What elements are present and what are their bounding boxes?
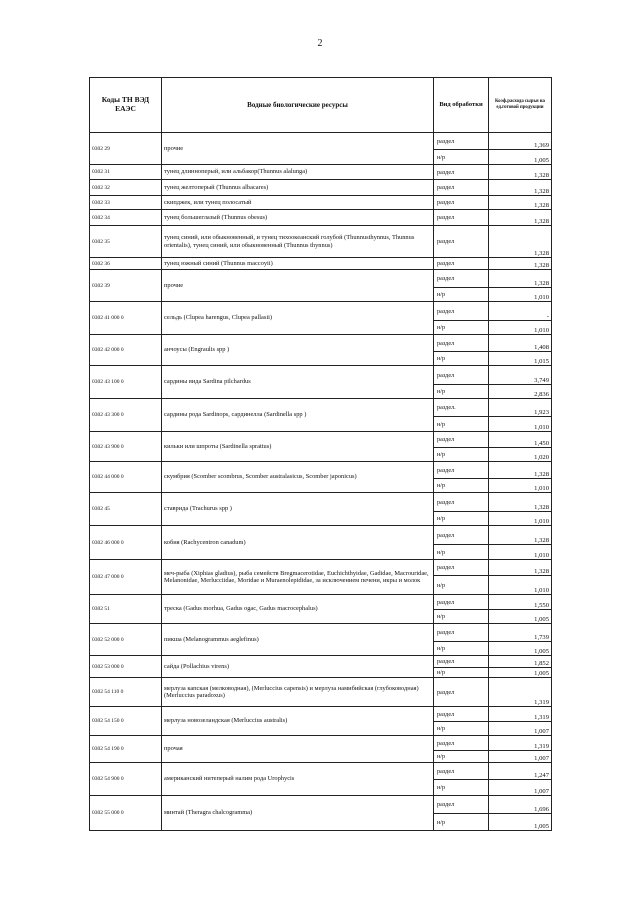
table-row bbox=[90, 196, 552, 210]
header-coefficient: Коэф.расхода сырья на ед.готовой продукции bbox=[489, 78, 552, 133]
tn-ved-code: 0302 32 bbox=[90, 180, 162, 196]
resource-name: тунец длинноперый, или альбакор(Thunnus alalunga) bbox=[162, 165, 434, 180]
processing-type: раздел bbox=[434, 165, 489, 180]
tn-ved-code: 0302 54 110 0 bbox=[90, 678, 162, 707]
coefficient-value: 2,836 bbox=[489, 385, 552, 399]
coefficient-value: 1,020 bbox=[489, 448, 552, 462]
resource-name: сайда (Pollachius virens) bbox=[162, 656, 434, 678]
table-row bbox=[90, 595, 552, 610]
coefficient-value: 1,319 bbox=[489, 736, 552, 751]
tn-ved-code: 0302 54 900 0 bbox=[90, 763, 162, 796]
tn-ved-code: 0302 43 900 0 bbox=[90, 432, 162, 462]
processing-type: раздел bbox=[434, 210, 489, 226]
tn-ved-code: 0302 54 150 0 bbox=[90, 707, 162, 736]
processing-type: раздел bbox=[434, 595, 489, 610]
coefficient-value: 1,328 bbox=[489, 165, 552, 180]
coefficient-value: 1,408 bbox=[489, 335, 552, 352]
tn-ved-code: 0302 35 bbox=[90, 226, 162, 258]
tn-ved-code: 0302 36 bbox=[90, 258, 162, 270]
coefficient-value: 1,550 bbox=[489, 595, 552, 610]
processing-type: н/р bbox=[434, 751, 489, 763]
coefficient-value: - bbox=[489, 302, 552, 321]
coefficient-value: 1,328 bbox=[489, 226, 552, 258]
processing-type: раздел bbox=[434, 226, 489, 258]
tn-ved-code: 0302 53 000 0 bbox=[90, 656, 162, 678]
processing-type: раздел bbox=[434, 707, 489, 722]
coefficient-value: 1,015 bbox=[489, 352, 552, 366]
resource-name: минтай (Theragra chalcogramma) bbox=[162, 796, 434, 831]
table-row bbox=[90, 258, 552, 270]
table-row bbox=[90, 656, 552, 668]
coefficient-value: 1,010 bbox=[489, 576, 552, 595]
resource-name: мерлуза новозеландская (Merluccius australis) bbox=[162, 707, 434, 736]
resource-name: кильки или шпроты (Sardinella sprattus) bbox=[162, 432, 434, 462]
resource-name: кобия (Rachycentron canadum) bbox=[162, 526, 434, 560]
table-row bbox=[90, 707, 552, 722]
tn-ved-code: 0302 31 bbox=[90, 165, 162, 180]
coefficient-value: 1,010 bbox=[489, 479, 552, 493]
tn-ved-code: 0302 51 bbox=[90, 595, 162, 624]
resource-name: сардины вида Sardina pilchardus bbox=[162, 366, 434, 399]
table-row bbox=[90, 526, 552, 545]
tn-ved-code: 0302 54 190 0 bbox=[90, 736, 162, 763]
tn-ved-code: 0302 39 bbox=[90, 270, 162, 302]
tn-ved-code: 0302 41 000 0 bbox=[90, 302, 162, 335]
processing-type: раздел bbox=[434, 796, 489, 814]
processing-type: н/р bbox=[434, 642, 489, 656]
processing-type: н/р bbox=[434, 780, 489, 796]
tn-ved-code: 0302 47 000 0 bbox=[90, 560, 162, 595]
processing-type: н/р bbox=[434, 668, 489, 678]
tn-ved-code: 0302 29 bbox=[90, 133, 162, 165]
coefficient-value: 1,007 bbox=[489, 780, 552, 796]
coefficient-value: 1,450 bbox=[489, 432, 552, 448]
coefficient-value: 1,319 bbox=[489, 707, 552, 722]
tn-ved-code: 0302 34 bbox=[90, 210, 162, 226]
coefficient-value: 1,007 bbox=[489, 751, 552, 763]
processing-type: раздел bbox=[434, 678, 489, 707]
page-number: 2 bbox=[317, 38, 323, 49]
coefficient-value: 1,005 bbox=[489, 668, 552, 678]
processing-type: н/р bbox=[434, 576, 489, 595]
coefficient-value: 1,007 bbox=[489, 722, 552, 736]
coefficient-value: 1,328 bbox=[489, 526, 552, 545]
coefficient-value: 1,852 bbox=[489, 656, 552, 668]
table-row bbox=[90, 432, 552, 448]
coefficient-value: 1,328 bbox=[489, 270, 552, 288]
tn-ved-code: 0302 43 100 0 bbox=[90, 366, 162, 399]
resource-name: скумбрия (Scomber scombrus, Scomber australasicus, Scomber japonicus) bbox=[162, 462, 434, 493]
coefficient-value: 1,005 bbox=[489, 150, 552, 165]
resource-name: прочая bbox=[162, 736, 434, 763]
processing-type: раздел bbox=[434, 335, 489, 352]
resource-name: сельдь (Clupea harengus, Clupea pallasii) bbox=[162, 302, 434, 335]
table-row bbox=[90, 226, 552, 258]
coefficient-value: 1,010 bbox=[489, 512, 552, 526]
coefficient-value: 1,328 bbox=[489, 462, 552, 479]
resource-name: прочие bbox=[162, 270, 434, 302]
coefficient-value: 1,010 bbox=[489, 321, 552, 335]
tn-ved-code: 0302 43 300 0 bbox=[90, 399, 162, 432]
coefficient-value: 1,328 bbox=[489, 493, 552, 512]
processing-type: раздел bbox=[434, 736, 489, 751]
processing-type: раздел bbox=[434, 302, 489, 321]
processing-type: н/р bbox=[434, 479, 489, 493]
coefficient-value: 1,328 bbox=[489, 196, 552, 210]
resource-name: ставрида (Trachurus spp ) bbox=[162, 493, 434, 526]
processing-type: н/р bbox=[434, 610, 489, 624]
coefficient-value: 1,328 bbox=[489, 210, 552, 226]
processing-type: раздел bbox=[434, 763, 489, 780]
coefficient-value: 1,010 bbox=[489, 288, 552, 302]
coefficient-value: 1,923 bbox=[489, 399, 552, 417]
processing-type: раздел bbox=[434, 270, 489, 288]
processing-type: раздел bbox=[434, 656, 489, 668]
processing-type: раздел bbox=[434, 493, 489, 512]
resource-name: сардины рода Sardinops, сардинелла (Sardinella spp ) bbox=[162, 399, 434, 432]
processing-type: раздел bbox=[434, 180, 489, 196]
table-row bbox=[90, 165, 552, 180]
tn-ved-code: 0302 44 000 0 bbox=[90, 462, 162, 493]
processing-type: н/р bbox=[434, 512, 489, 526]
processing-type: раздел bbox=[434, 526, 489, 545]
coefficient-value: 3,749 bbox=[489, 366, 552, 385]
header-code: Коды ТН ВЭД ЕАЭС bbox=[90, 78, 162, 133]
tn-ved-code: 0302 55 000 0 bbox=[90, 796, 162, 831]
coefficient-value: 1,369 bbox=[489, 133, 552, 150]
table-row bbox=[90, 270, 552, 288]
table-header-row bbox=[90, 78, 552, 133]
resource-name: анчоусы (Engraulis spp ) bbox=[162, 335, 434, 366]
table-body bbox=[90, 133, 552, 831]
processing-type: н/р bbox=[434, 722, 489, 736]
coefficients-table bbox=[89, 77, 552, 831]
processing-type: н/р bbox=[434, 814, 489, 831]
processing-type: н/р bbox=[434, 352, 489, 366]
table-row bbox=[90, 335, 552, 352]
table-row bbox=[90, 560, 552, 576]
coefficient-value: 1,328 bbox=[489, 560, 552, 576]
table-row bbox=[90, 624, 552, 642]
processing-type: раздел bbox=[434, 366, 489, 385]
processing-type: н/р bbox=[434, 417, 489, 432]
processing-type: н/р bbox=[434, 545, 489, 560]
processing-type: раздел bbox=[434, 560, 489, 576]
resource-name: скипджек, или тунец полосатый bbox=[162, 196, 434, 210]
coefficient-value: 1,328 bbox=[489, 180, 552, 196]
processing-type: н/р bbox=[434, 448, 489, 462]
table-row bbox=[90, 462, 552, 479]
tn-ved-code: 0302 42 000 0 bbox=[90, 335, 162, 366]
table-row bbox=[90, 399, 552, 417]
table-row bbox=[90, 763, 552, 780]
processing-type: раздел bbox=[434, 133, 489, 150]
resource-name: американский нитеперый налим рода Urophycis bbox=[162, 763, 434, 796]
resource-name: мерлуза капская (мелководная), (Merluccius capensis) и мерлуза намибийская (глубоководная) (Merluccius paradoxus) bbox=[162, 678, 434, 707]
processing-type: раздел. bbox=[434, 399, 489, 417]
resource-name: тунец большеглазый (Thunnus obesus) bbox=[162, 210, 434, 226]
table-row bbox=[90, 133, 552, 150]
processing-type: н/р bbox=[434, 321, 489, 335]
table-row bbox=[90, 210, 552, 226]
table-row bbox=[90, 796, 552, 814]
resource-name: прочие bbox=[162, 133, 434, 165]
resource-name: тунец южный синий (Thunnus maccoyii) bbox=[162, 258, 434, 270]
tn-ved-code: 0302 46 000 0 bbox=[90, 526, 162, 560]
header-resource: Водные биологические ресурсы bbox=[162, 78, 434, 133]
coefficient-value: 1,696 bbox=[489, 796, 552, 814]
coefficient-value: 1,010 bbox=[489, 417, 552, 432]
processing-type: н/р bbox=[434, 150, 489, 165]
processing-type: раздел bbox=[434, 462, 489, 479]
tn-ved-code: 0302 33 bbox=[90, 196, 162, 210]
tn-ved-code: 0302 52 000 0 bbox=[90, 624, 162, 656]
coefficient-value: 1,328 bbox=[489, 258, 552, 270]
tn-ved-code: 0302 45 bbox=[90, 493, 162, 526]
header-processing: Вид обработки bbox=[434, 78, 489, 133]
table-row bbox=[90, 493, 552, 512]
coefficient-value: 1,005 bbox=[489, 610, 552, 624]
resource-name: треска (Gadus morhua, Gadus ogac, Gadus macrocephalus) bbox=[162, 595, 434, 624]
coefficient-value: 1,010 bbox=[489, 545, 552, 560]
processing-type: н/р bbox=[434, 288, 489, 302]
coefficient-value: 1,319 bbox=[489, 678, 552, 707]
resource-name: пикша (Melanogrammus aeglefinus) bbox=[162, 624, 434, 656]
resource-name: тунец желтоперый (Thunnus albacares) bbox=[162, 180, 434, 196]
processing-type: раздел bbox=[434, 432, 489, 448]
coefficient-value: 1,005 bbox=[489, 814, 552, 831]
processing-type: н/р bbox=[434, 385, 489, 399]
table-row bbox=[90, 180, 552, 196]
coefficient-value: 1,005 bbox=[489, 642, 552, 656]
coefficient-value: 1,739 bbox=[489, 624, 552, 642]
table-row bbox=[90, 366, 552, 385]
table-row bbox=[90, 302, 552, 321]
coefficient-value: 1,247 bbox=[489, 763, 552, 780]
processing-type: раздел bbox=[434, 196, 489, 210]
table-row bbox=[90, 736, 552, 751]
table-row bbox=[90, 678, 552, 707]
processing-type: раздел bbox=[434, 258, 489, 270]
resource-name: меч-рыба (Xiphias gladius), рыба семейств Bregmacerotidae, Euchichthyidae, Gadidae, Macrouridae, Melanonidae, Merlucciidae, Moridae и Muraenolepididae, за исключением печени, икры и молок bbox=[162, 560, 434, 595]
processing-type: раздел bbox=[434, 624, 489, 642]
resource-name: тунец синий, или обыкновенный, и тунец тихоокеанский голубой (Thunnusthynnus, Thunnus orientalis), тунец синий, или обыкновенный (Thunnus thynnus) bbox=[162, 226, 434, 258]
